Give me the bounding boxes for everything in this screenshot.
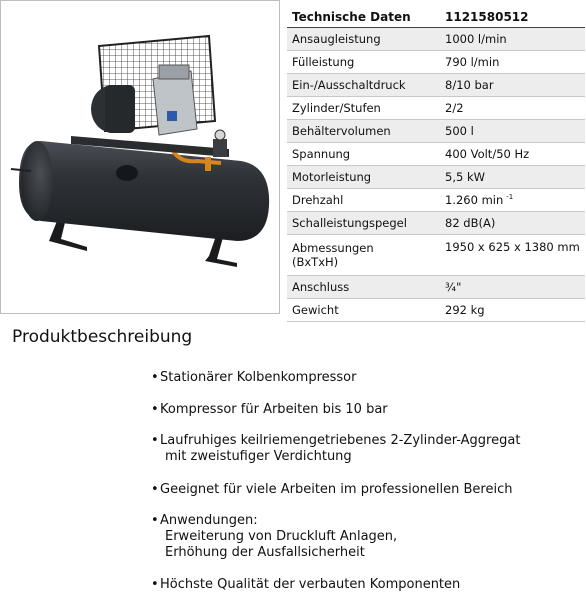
row-label: Zylinder/Stufen [287, 97, 438, 120]
bullet-mark: • [151, 577, 159, 592]
row-value: 2/2 [438, 97, 585, 120]
row-label-line1: Abmessungen [292, 241, 374, 255]
row-value: 1000 l/min [438, 28, 585, 51]
item-text: Höchste Qualität der verbauten Komponenten [160, 577, 461, 592]
bullet-mark: • [151, 433, 159, 448]
row-value: 8/10 bar [438, 74, 585, 97]
compressor-head [153, 71, 197, 135]
row-label: Drehzahl [287, 189, 438, 212]
row-label [287, 235, 438, 276]
item-text-line2: Erweiterung von Druckluft Anlagen, [165, 529, 398, 544]
table-row [287, 28, 585, 51]
item-text: Kompressor für Arbeiten bis 10 bar [160, 402, 388, 417]
row-label: Schalleistungspegel [287, 212, 438, 235]
bullet-mark: • [151, 370, 159, 385]
bullet-mark: • [151, 513, 159, 528]
row-value: 400 Volt/50 Hz [438, 143, 585, 166]
valve [205, 157, 211, 171]
bullet-mark: • [151, 482, 159, 497]
bullet-mark: • [151, 402, 159, 417]
item-text: Stationärer Kolbenkompressor [160, 370, 357, 385]
list-item [151, 433, 581, 465]
table-row [287, 120, 585, 143]
row-label-line2: (BxTxH) [292, 255, 339, 269]
list-item [151, 482, 581, 498]
row-label: Motorleistung [287, 166, 438, 189]
row-label: Ansaugleistung [287, 28, 438, 51]
inspection-port [116, 165, 138, 181]
table-row [287, 97, 585, 120]
row-label: Spannung [287, 143, 438, 166]
table-row [287, 166, 585, 189]
technical-data-table [287, 6, 585, 322]
row-value: 500 l [438, 120, 585, 143]
compressor-illustration [1, 1, 279, 313]
header-value: 1121580512 [438, 6, 585, 28]
table-row [287, 299, 585, 322]
table-header [287, 6, 585, 28]
row-value: ¾" [438, 276, 585, 299]
list-item [151, 513, 581, 561]
item-text-line3: Erhöhung der Ausfallsicherheit [165, 545, 365, 560]
header-label: Technische Daten [287, 6, 438, 28]
row-label: Gewicht [287, 299, 438, 322]
row-value: 1950 x 625 x 1380 mm [438, 235, 585, 276]
section-title: Produktbeschreibung [12, 327, 193, 347]
row-value: 5,5 kW [438, 166, 585, 189]
row-value [438, 189, 585, 212]
value-text: 1.260 min [445, 193, 504, 207]
product-image [0, 0, 280, 314]
tank-end-cap [21, 141, 53, 221]
row-value: 292 kg [438, 299, 585, 322]
pressure-switch [213, 139, 227, 157]
table-row [287, 51, 585, 74]
gauge [215, 130, 225, 140]
row-label: Ein-/Ausschaltdruck [287, 74, 438, 97]
table-row [287, 189, 585, 212]
list-item [151, 577, 581, 593]
item-text: Laufruhiges keilriemengetriebenes 2-Zylinder-Aggregat [160, 433, 521, 448]
exponent: -1 [506, 193, 514, 202]
table-row [287, 74, 585, 97]
item-text: Anwendungen: [160, 513, 258, 528]
row-label: Fülleistung [287, 51, 438, 74]
item-text: Geeignet für viele Arbeiten im professionellen Bereich [160, 482, 513, 497]
row-value: 790 l/min [438, 51, 585, 74]
row-label: Behältervolumen [287, 120, 438, 143]
item-text-line2: mit zweistufiger Verdichtung [165, 449, 352, 464]
table-row [287, 143, 585, 166]
row-label: Anschluss [287, 276, 438, 299]
row-value: 82 dB(A) [438, 212, 585, 235]
table-row [287, 212, 585, 235]
table-row [287, 276, 585, 299]
list-item [151, 402, 581, 418]
list-item [151, 370, 581, 386]
table-row [287, 235, 585, 276]
